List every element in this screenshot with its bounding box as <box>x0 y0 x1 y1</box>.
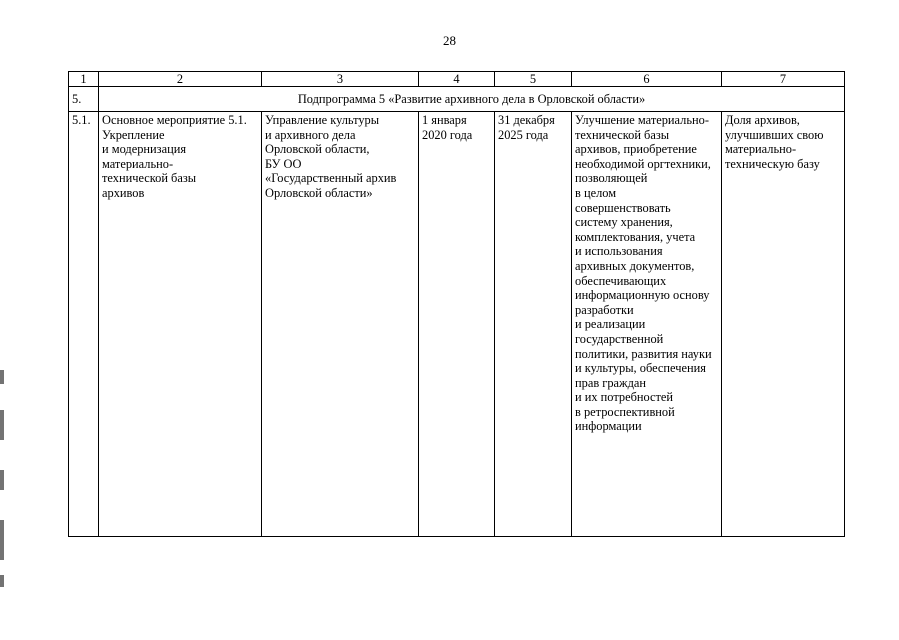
scan-edge-marks <box>0 360 6 590</box>
cell-line: и реализации <box>575 317 646 332</box>
cell-line: обеспечивающих <box>575 273 667 288</box>
event-cell <box>99 112 262 537</box>
cell-line: архивных документов, <box>575 258 695 273</box>
column-number: 6 <box>572 72 722 87</box>
cell-line: архивов <box>102 185 145 200</box>
row-number: 5.1. <box>69 112 99 537</box>
cell-line: 1 января <box>422 113 467 127</box>
end-date-cell <box>495 112 572 537</box>
column-number: 7 <box>722 72 845 87</box>
program-table <box>68 71 845 537</box>
cell-line: позволяющей <box>575 171 648 186</box>
cell-line: материально- <box>725 142 797 157</box>
cell-line: систему хранения, <box>575 215 673 230</box>
cell-line: улучшивших свою <box>725 127 824 142</box>
cell-line: и использования <box>575 244 663 259</box>
subprogram-title: Подпрограмма 5 «Развитие архивного дела в Орловской области» <box>99 87 845 112</box>
cell-line: необходимой оргтехники, <box>575 156 711 171</box>
result-cell <box>572 112 722 537</box>
cell-line: Доля архивов, <box>725 113 800 127</box>
cell-line: в целом <box>575 185 617 200</box>
column-number: 1 <box>69 72 99 87</box>
cell-line: и их потребностей <box>575 390 674 405</box>
subprogram-row <box>69 87 845 112</box>
cell-line: разработки <box>575 302 634 317</box>
cell-line: техническую базу <box>725 156 820 171</box>
cell-line: БУ ОО <box>265 156 302 171</box>
cell-line: 2025 года <box>498 127 549 142</box>
cell-line: прав граждан <box>575 375 647 390</box>
column-number: 4 <box>419 72 495 87</box>
cell-line: Укрепление <box>102 127 165 142</box>
cell-line: совершенствовать <box>575 200 671 215</box>
cell-line: технической базы <box>102 171 197 186</box>
column-number: 5 <box>495 72 572 87</box>
cell-line: 2020 года <box>422 127 473 142</box>
indicator-cell <box>722 112 845 537</box>
column-number: 3 <box>262 72 419 87</box>
cell-line: и модернизация <box>102 142 187 157</box>
cell-line: 31 декабря <box>498 113 555 127</box>
cell-line: и культуры, обеспечения <box>575 361 706 376</box>
table-row <box>69 112 845 537</box>
cell-line: комплектования, учета <box>575 229 696 244</box>
cell-line: Орловской области, <box>265 142 370 157</box>
executor-cell <box>262 112 419 537</box>
cell-line: информационную основу <box>575 288 710 303</box>
cell-line: и архивного дела <box>265 127 356 142</box>
cell-line: технической базы <box>575 127 670 142</box>
cell-line: Управление культуры <box>265 113 380 127</box>
cell-line: Улучшение материально- <box>575 113 709 127</box>
cell-line: материально- <box>102 156 174 171</box>
start-date-cell <box>419 112 495 537</box>
cell-line: политики, развития науки <box>575 346 712 361</box>
cell-line: информации <box>575 419 642 434</box>
page-number: 28 <box>443 33 456 48</box>
cell-line: Орловской области» <box>265 185 373 200</box>
cell-line: в ретроспективной <box>575 404 675 419</box>
column-number: 2 <box>99 72 262 87</box>
cell-line: государственной <box>575 331 664 346</box>
subprogram-number: 5. <box>69 87 99 112</box>
cell-line: «Государственный архив <box>265 171 397 186</box>
column-number-row <box>69 72 845 87</box>
cell-line: Основное мероприятие 5.1. <box>102 113 247 127</box>
cell-line: архивов, приобретение <box>575 142 697 157</box>
